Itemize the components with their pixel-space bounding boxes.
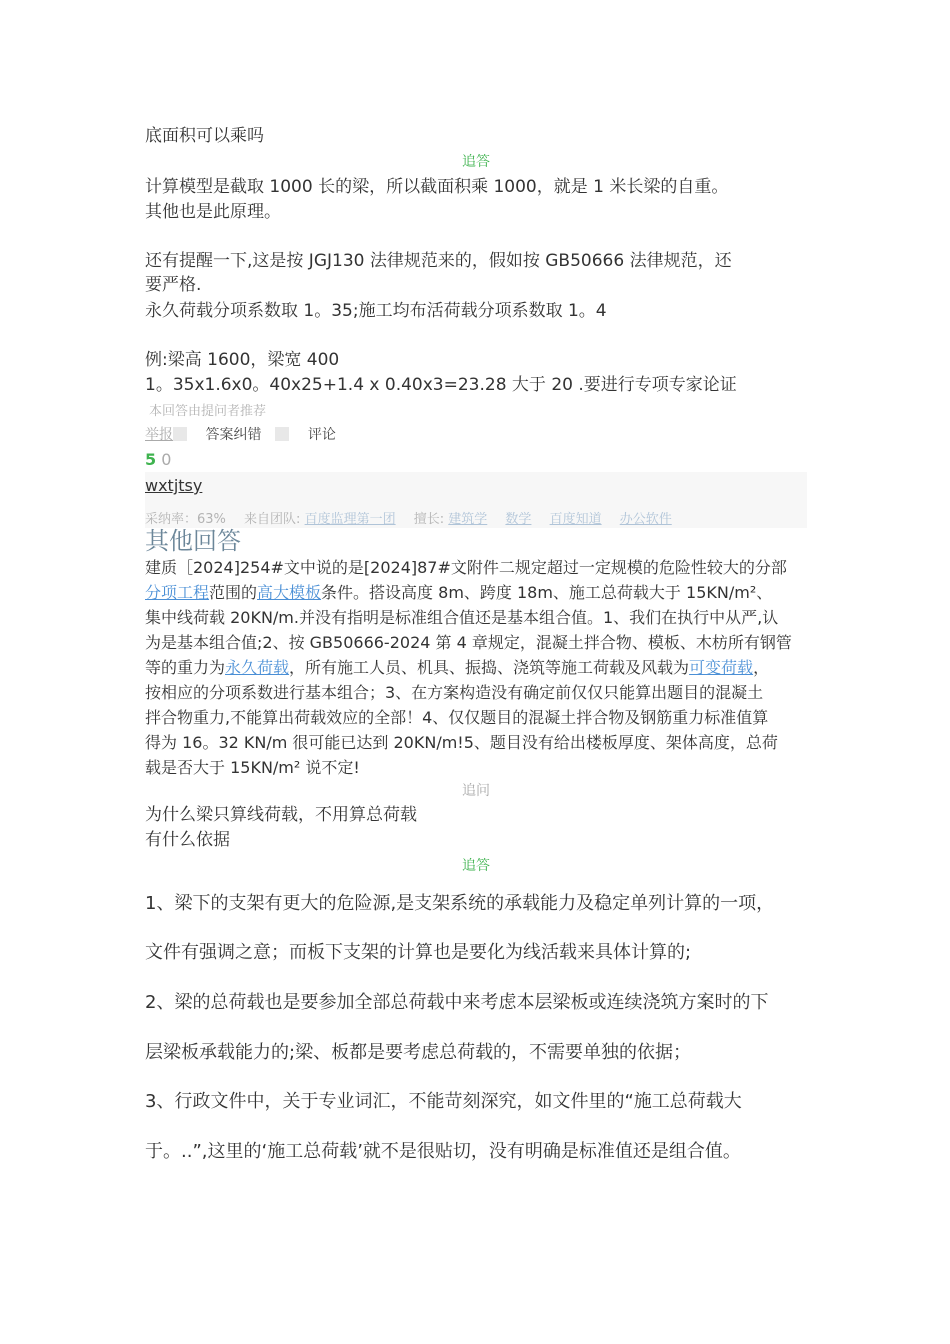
term-link[interactable]: 可变荷载 (689, 658, 754, 677)
answer-line: 要严格. (145, 275, 202, 295)
answer-line: 拌合物重力,不能算出荷载效应的全部！4、仅仅题目的混凝土拌合物及钢筋重力标准值算 (145, 708, 769, 727)
answer-line: 例:梁高 1600，梁宽 400 (145, 350, 340, 370)
followup-answer-label: 追答 (462, 154, 490, 170)
answer-actions (145, 426, 336, 444)
skill-link[interactable]: 办公软件 (619, 512, 672, 527)
vote-bar (145, 450, 171, 470)
answer-line: 层梁板承载能力的;梁、板都是要考虑总荷载的，不需要单独的依据； (145, 1042, 692, 1063)
comment-icon (275, 427, 289, 441)
answer-line: 1。35x1.6x0。40x25+1.4 x 0.40x3=23.28 大于 20 .要进行专项专家论证 (145, 375, 737, 395)
correct-button[interactable]: 答案纠错 (205, 427, 262, 443)
answer-line: 按相应的分项系数进行基本组合；3、在方案构造没有确定前仅仅只能算出题目的混凝土 (145, 683, 764, 702)
adoption-rate: 采纳率：63% (145, 512, 226, 527)
skill-label: 擅长: (413, 512, 445, 527)
answer-line: 建质［2024]254#文中说的是[2024]87#文附件二规定超过一定规模的危险性较大的分部 (145, 558, 787, 577)
answer-line: 为是基本组合值;2、按 GB50666-2024 第 4 章规定，混凝土拌合物、模板、木枋所有钢管 (145, 633, 792, 652)
followup-question: 底面积可以乘吗 (145, 126, 264, 146)
skill-link[interactable]: 建筑学 (448, 512, 488, 527)
recommend-note: 本回答由提问者推荐 (149, 404, 267, 419)
answer-line: 等的重力为永久荷载，所有施工人员、机具、振捣、浇筑等施工荷载及风载为可变荷载， (145, 658, 770, 677)
upvote-count[interactable]: 5 (145, 450, 157, 469)
team-link[interactable]: 百度监理第一团 (304, 512, 396, 527)
comment-button[interactable]: 评论 (307, 427, 336, 443)
answer-line: 于。..”,这里的‘施工总荷载’就不是很贴切，没有明确是标准值还是组合值。 (145, 1141, 741, 1162)
term-link[interactable]: 高大模板 (257, 583, 322, 602)
answer-line: 计算模型是截取 1000 长的梁，所以截面积乘 1000，就是 1 米长梁的自重。 (145, 177, 729, 197)
answer-line: 集中线荷载 20KN/m.并没有指明是标准组合值还是基本组合值。1、我们在执行中从严,认 (145, 608, 779, 627)
team-label: 来自团队: (244, 512, 301, 527)
skill-link[interactable]: 百度知道 (549, 512, 602, 527)
other-answers-title: 其他回答 (145, 527, 241, 555)
answer-line: 分项工程范围的高大模板条件。搭设高度 8m、跨度 18m、施工总荷载大于 15KN/m²、 (145, 583, 773, 602)
answerer-meta (145, 508, 686, 527)
answer-line: 2、梁的总荷载也是要参加全部总荷载中来考虑本层梁板或连续浇筑方案时的下 (145, 992, 769, 1013)
term-link[interactable]: 分项工程 (145, 583, 210, 602)
followup-question: 有什么依据 (145, 830, 230, 850)
downvote-count[interactable]: 0 (161, 450, 172, 469)
followup-answer-label: 追答 (462, 858, 490, 874)
followup-question-label: 追问 (462, 783, 490, 799)
answer-line: 3、行政文件中，关于专业词汇，不能苛刻深究，如文件里的“施工总荷载大 (145, 1091, 742, 1112)
answerer-name[interactable]: wxtjtsy (145, 476, 203, 495)
report-icon (173, 427, 187, 441)
skill-link[interactable]: 数学 (505, 512, 532, 527)
followup-question: 为什么梁只算线荷载，不用算总荷载 (145, 805, 417, 825)
answer-line: 得为 16。32 KN/m 很可能已达到 20KN/m!5、题目没有给出楼板厚度、架体高度，总荷 (145, 733, 778, 752)
report-link[interactable]: 举报 (145, 427, 173, 443)
answer-line: 永久荷载分项系数取 1。35;施工均布活荷载分项系数取 1。4 (145, 301, 607, 321)
answer-line: 还有提醒一下,这是按 JGJ130 法律规范来的，假如按 GB50666 法律规范，还 (145, 251, 732, 271)
other-answer-text (145, 555, 807, 780)
answer-line: 1、梁下的支架有更大的危险源,是支架系统的承载能力及稳定单列计算的一项， (145, 893, 775, 914)
answer-line: 其他也是此原理。 (145, 202, 281, 222)
term-link[interactable]: 永久荷载 (225, 658, 290, 677)
answer-line: 文件有强调之意；而板下支架的计算也是要化为线活载来具体计算的; (145, 942, 692, 963)
answer-line: 载是否大于 15KN/m² 说不定! (145, 758, 360, 777)
answerer-card (145, 472, 807, 528)
